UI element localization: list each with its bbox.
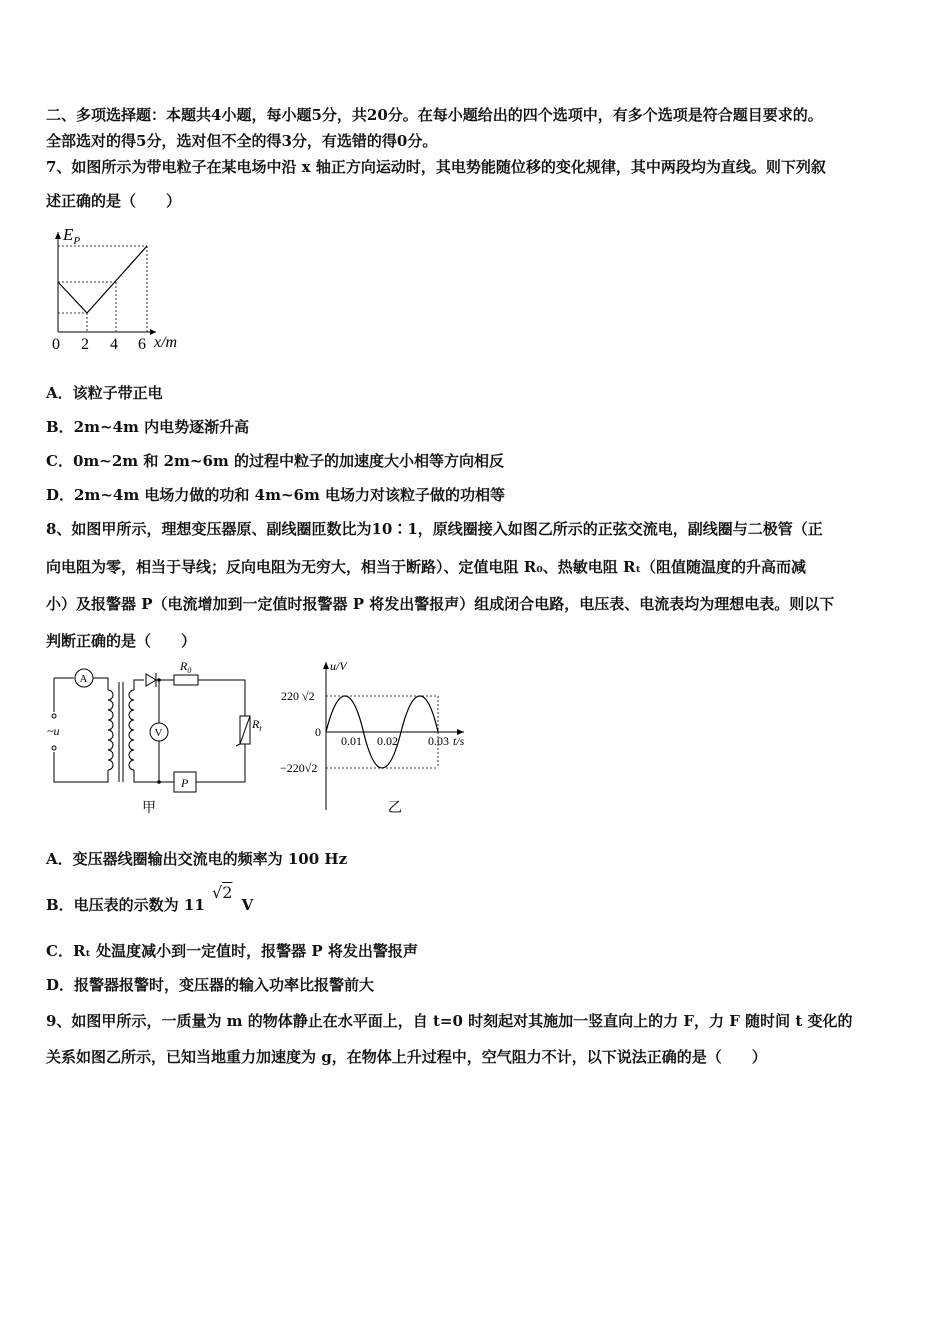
circuit-diagram xyxy=(44,659,262,820)
terminal-bottom xyxy=(52,746,56,750)
q8-stem-line4: 判断正确的是（ ） xyxy=(46,632,197,650)
tick-6: 6 xyxy=(138,336,146,353)
q8-stem-line2: 向电阻为零，相当于导线；反向电阻为无穷大，相当于断路）、定值电阻 R₀、热敏电阻 Rₜ（阻值随温度的升高而减 xyxy=(46,558,807,576)
t-axis-label: t/s xyxy=(453,734,465,748)
q7-stem-line1: 7、如图所示为带电粒子在某电场中沿 x 轴正方向运动时，其电势能随位移的变化规律，其中两段均为直线。则下列叙 xyxy=(46,158,826,176)
alarm-label: P xyxy=(181,776,189,790)
q8-stem-line3: 小）及报警器 P（电流增加到一定值时报警器 P 将发出警报声）组成闭合电路，电压表、电流表均为理想电表。则以下 xyxy=(46,595,835,613)
ammeter-label: A xyxy=(79,673,88,685)
q8-option-b-unit: V xyxy=(241,896,254,914)
q7-option-b: B．2m~4m 内电势逐渐升高 xyxy=(46,418,250,436)
r0-label: $R_0$ xyxy=(180,659,192,675)
section-header-line2: 全部选对的得5分，选对但不全的得3分，有选错的得0分。 xyxy=(46,132,438,150)
energy-curve xyxy=(58,246,147,313)
q8-option-c: C．Rₜ 处温度减小到一定值时，报警器 P 将发出警报声 xyxy=(46,942,418,960)
wave-caption: 乙 xyxy=(388,801,402,816)
q8-option-a: A．变压器线圈输出交流电的频率为 100 Hz xyxy=(46,850,348,868)
tick-003: 0.03 xyxy=(428,734,449,748)
tick-2: 2 xyxy=(81,336,89,353)
secondary-coil xyxy=(129,690,134,770)
q7-energy-graph xyxy=(46,222,206,357)
q8-option-b-prefix: B．电压表的示数为 11 xyxy=(46,896,205,914)
q7-option-a: A．该粒子带正电 xyxy=(46,384,163,402)
x-axis-label: x/m xyxy=(154,334,178,351)
y-axis-arrow xyxy=(55,232,61,239)
y-axis-label: $E_P$ xyxy=(63,225,81,247)
tick-001: 0.01 xyxy=(341,734,362,748)
tick-002: 0.02 xyxy=(377,734,398,748)
q8-option-d: D．报警器报警时，变压器的输入功率比报警前大 xyxy=(46,976,375,994)
peak-label: 220 √2 xyxy=(281,689,315,703)
q7-stem-line2: 述正确的是（ ） xyxy=(46,192,182,210)
primary-coil xyxy=(108,690,113,770)
q8-option-b xyxy=(46,883,254,915)
q8-stem-line1: 8、如图甲所示，理想变压器原、副线圈匝数比为10∶1，原线圈接入如图乙所示的正弦交流电，副线圈与二极管（正 xyxy=(46,520,823,538)
q7-option-c: C．0m~2m 和 2m~6m 的过程中粒子的加速度大小相等方向相反 xyxy=(46,452,504,470)
circuit-caption: 甲 xyxy=(142,801,156,816)
rt-label: $R_t$ xyxy=(252,717,262,733)
trough-label: −220√2 xyxy=(280,761,318,775)
q8-option-b-root: √2 xyxy=(212,883,233,902)
q7-option-d: D．2m~4m 电场力做的功和 4m~6m 电场力对该粒子做的功相等 xyxy=(46,486,506,504)
zero-label: 0 xyxy=(315,725,321,739)
tick-0: 0 xyxy=(52,336,60,353)
resistor-r0 xyxy=(174,675,198,685)
q9-stem-line2: 关系如图乙所示，已知当地重力加速度为 g，在物体上升过程中，空气阻力不计，以下说法正确的是（ ） xyxy=(46,1048,767,1066)
tick-4: 4 xyxy=(110,336,118,353)
q9-stem-line1: 9、如图甲所示，一质量为 m 的物体静止在水平面上，自 t=0 时刻起对其施加一竖直向上的力 F，力 F 随时间 t 变化的 xyxy=(46,1012,853,1030)
terminal-top xyxy=(52,714,56,718)
voltmeter-label: V xyxy=(154,727,163,739)
u-axis-label: u/V xyxy=(330,659,347,673)
voltage-wave-graph xyxy=(278,656,478,821)
section-header-line1: 二、多项选择题：本题共4小题，每小题5分，共20分。在每小题给出的四个选项中，有多个选项是符合题目要求的。 xyxy=(46,106,823,124)
source-label: ~u xyxy=(47,724,60,738)
diode xyxy=(146,674,156,686)
